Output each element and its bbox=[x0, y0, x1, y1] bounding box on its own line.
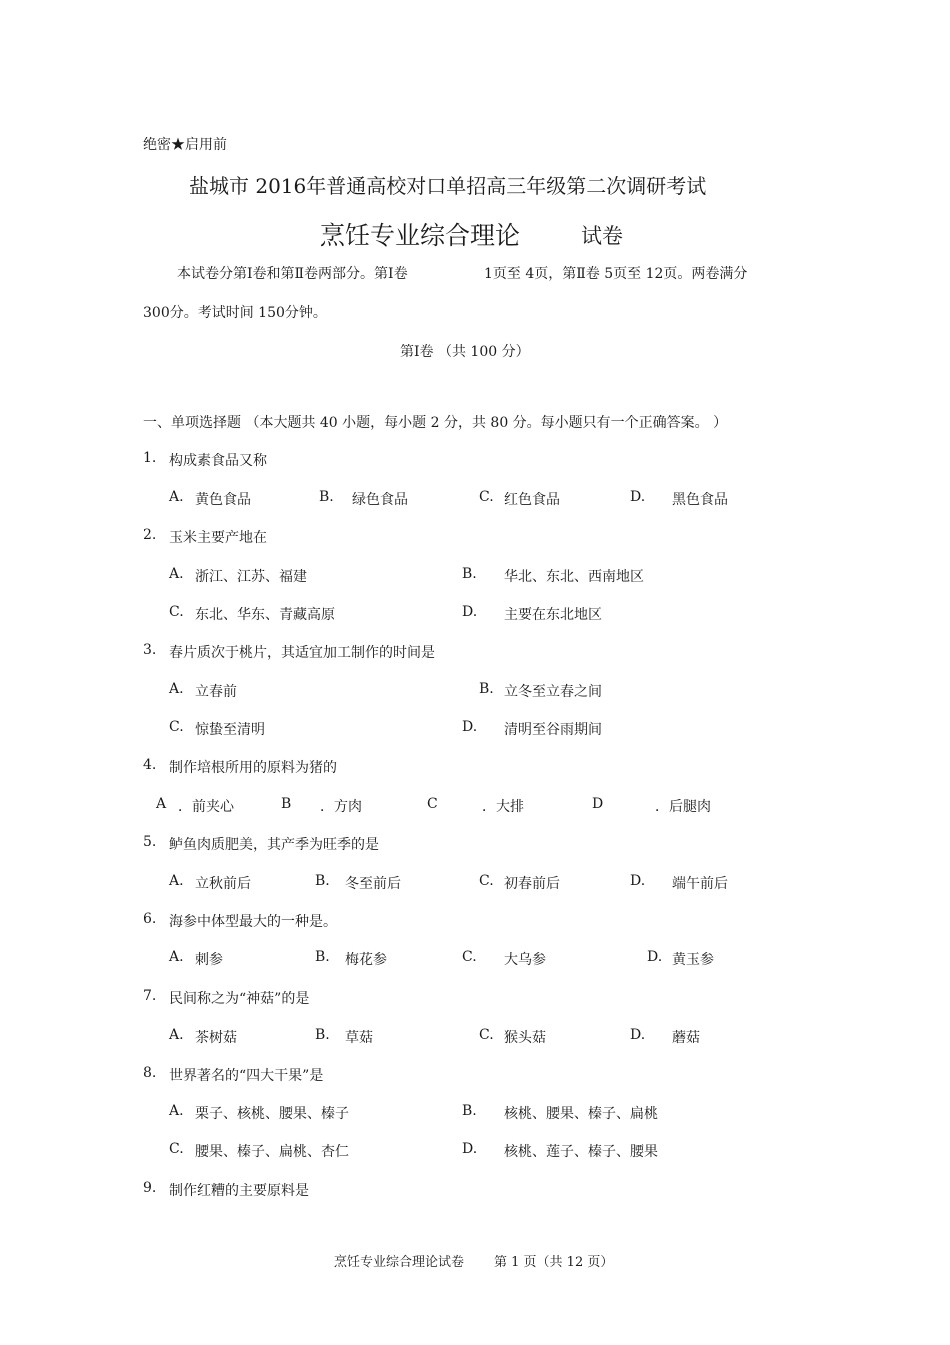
page-number: 第 1 页（共 12 页） bbox=[494, 1255, 614, 1270]
option-letter: B. bbox=[319, 489, 334, 505]
option-letter: C bbox=[427, 796, 438, 812]
option-letter: B. bbox=[315, 873, 330, 889]
question-stem: 世界著名的“四大干果”是 bbox=[169, 1068, 324, 1084]
question-number: 1. bbox=[143, 450, 157, 466]
option-text: 端午前后 bbox=[672, 876, 728, 892]
question-number: 9. bbox=[143, 1180, 157, 1196]
option-text: 立秋前后 bbox=[195, 876, 251, 892]
option-text: 浙江、江苏、福建 bbox=[195, 569, 307, 585]
intro-line-1b: 1页至 4页，第Ⅱ卷 5页至 12页。两卷满分 bbox=[484, 266, 748, 282]
option-text: 绿色食品 bbox=[352, 492, 408, 508]
question-stem: 鲈鱼肉质肥美，其产季为旺季的是 bbox=[169, 837, 379, 853]
option-letter: D bbox=[592, 796, 604, 812]
subject-title: 烹饪专业综合理论 bbox=[320, 221, 521, 250]
option-letter: D. bbox=[462, 719, 478, 735]
option-text: ．大排 bbox=[482, 799, 524, 815]
option-text: 大乌参 bbox=[504, 952, 546, 968]
option-text: 立冬至立春之间 bbox=[504, 684, 602, 700]
option-text: 立春前 bbox=[195, 684, 237, 700]
option-text: 茶树菇 bbox=[195, 1030, 237, 1046]
option-letter: A. bbox=[169, 489, 184, 505]
option-letter: D. bbox=[630, 1027, 646, 1043]
option-text: 黑色食品 bbox=[672, 492, 728, 508]
option-letter: B. bbox=[315, 949, 330, 965]
option-text: ．前夹心 bbox=[178, 799, 234, 815]
option-text: 核桃、腰果、榛子、扁桃 bbox=[504, 1106, 658, 1122]
exam-title: 盐城市 2016年普通高校对口单招高三年级第二次调研考试 bbox=[189, 174, 707, 198]
option-text: 初春前后 bbox=[504, 876, 560, 892]
option-letter: D. bbox=[630, 873, 646, 889]
intro-line-1a: 本试卷分第Ⅰ卷和第Ⅱ卷两部分。第Ⅰ卷 bbox=[177, 266, 408, 282]
option-letter: C. bbox=[462, 949, 477, 965]
option-letter: C. bbox=[479, 873, 494, 889]
option-text: 黄色食品 bbox=[195, 492, 251, 508]
option-letter: B. bbox=[315, 1027, 330, 1043]
option-letter: A. bbox=[169, 1027, 184, 1043]
option-text: 红色食品 bbox=[504, 492, 560, 508]
option-letter: C. bbox=[169, 719, 184, 735]
option-letter: B. bbox=[479, 681, 494, 697]
option-text: 梅花参 bbox=[345, 952, 387, 968]
option-letter: A. bbox=[169, 566, 184, 582]
secret-mark: 绝密★启用前 bbox=[143, 137, 227, 153]
option-letter: C. bbox=[479, 1027, 494, 1043]
option-text: 主要在东北地区 bbox=[504, 607, 602, 623]
option-letter: C. bbox=[479, 489, 494, 505]
option-text: 华北、东北、西南地区 bbox=[504, 569, 644, 585]
option-text: 蘑菇 bbox=[672, 1030, 700, 1046]
option-letter: A. bbox=[169, 1103, 184, 1119]
option-letter: C. bbox=[169, 1141, 184, 1157]
option-text: 猴头菇 bbox=[504, 1030, 546, 1046]
option-letter: A bbox=[156, 796, 167, 812]
section-heading: 一、单项选择题 （本大题共 40 小题，每小题 2 分，共 80 分。每小题只有一个正确答案。 ） bbox=[143, 415, 728, 431]
option-text: 惊蛰至清明 bbox=[195, 722, 265, 738]
question-stem: 构成素食品又称 bbox=[169, 453, 267, 469]
question-stem: 民间称之为“神菇”的是 bbox=[169, 991, 310, 1007]
question-number: 2. bbox=[143, 527, 157, 543]
question-number: 5. bbox=[143, 834, 157, 850]
option-letter: D. bbox=[647, 949, 663, 965]
question-stem: 海参中体型最大的一种是。 bbox=[169, 914, 337, 930]
option-text: 冬至前后 bbox=[345, 876, 401, 892]
option-letter: B bbox=[281, 796, 292, 812]
option-letter: B. bbox=[462, 1103, 477, 1119]
paper-label: 试卷 bbox=[581, 224, 623, 248]
option-letter: A. bbox=[169, 681, 184, 697]
question-number: 3. bbox=[143, 642, 157, 658]
option-letter: A. bbox=[169, 949, 184, 965]
question-number: 6. bbox=[143, 911, 157, 927]
question-stem: 玉米主要产地在 bbox=[169, 530, 267, 546]
option-letter: B. bbox=[462, 566, 477, 582]
question-number: 4. bbox=[143, 757, 157, 773]
option-letter: D. bbox=[462, 1141, 478, 1157]
option-text: ．后腿肉 bbox=[655, 799, 711, 815]
option-text: 核桃、莲子、榛子、腰果 bbox=[504, 1144, 658, 1160]
option-text: ．方肉 bbox=[320, 799, 362, 815]
footer-title: 烹饪专业综合理论试卷 bbox=[334, 1255, 465, 1270]
part-title: 第Ⅰ卷 （共 100 分） bbox=[400, 344, 530, 360]
option-text: 黄玉参 bbox=[672, 952, 714, 968]
option-letter: C. bbox=[169, 604, 184, 620]
question-number: 7. bbox=[143, 988, 157, 1004]
option-letter: D. bbox=[630, 489, 646, 505]
option-text: 草菇 bbox=[345, 1030, 373, 1046]
question-stem: 制作培根所用的原料为猪的 bbox=[169, 760, 337, 776]
option-letter: A. bbox=[169, 873, 184, 889]
option-text: 腰果、榛子、扁桃、杏仁 bbox=[195, 1144, 349, 1160]
question-number: 8. bbox=[143, 1065, 157, 1081]
option-text: 清明至谷雨期间 bbox=[504, 722, 602, 738]
option-text: 刺参 bbox=[195, 952, 223, 968]
intro-line-2: 300分。考试时间 150分钟。 bbox=[143, 305, 327, 321]
question-stem: 制作红糟的主要原料是 bbox=[169, 1183, 309, 1199]
option-letter: D. bbox=[462, 604, 478, 620]
question-stem: 春片质次于桃片，其适宜加工制作的时间是 bbox=[169, 645, 435, 661]
option-text: 栗子、核桃、腰果、榛子 bbox=[195, 1106, 349, 1122]
option-text: 东北、华东、青藏高原 bbox=[195, 607, 335, 623]
